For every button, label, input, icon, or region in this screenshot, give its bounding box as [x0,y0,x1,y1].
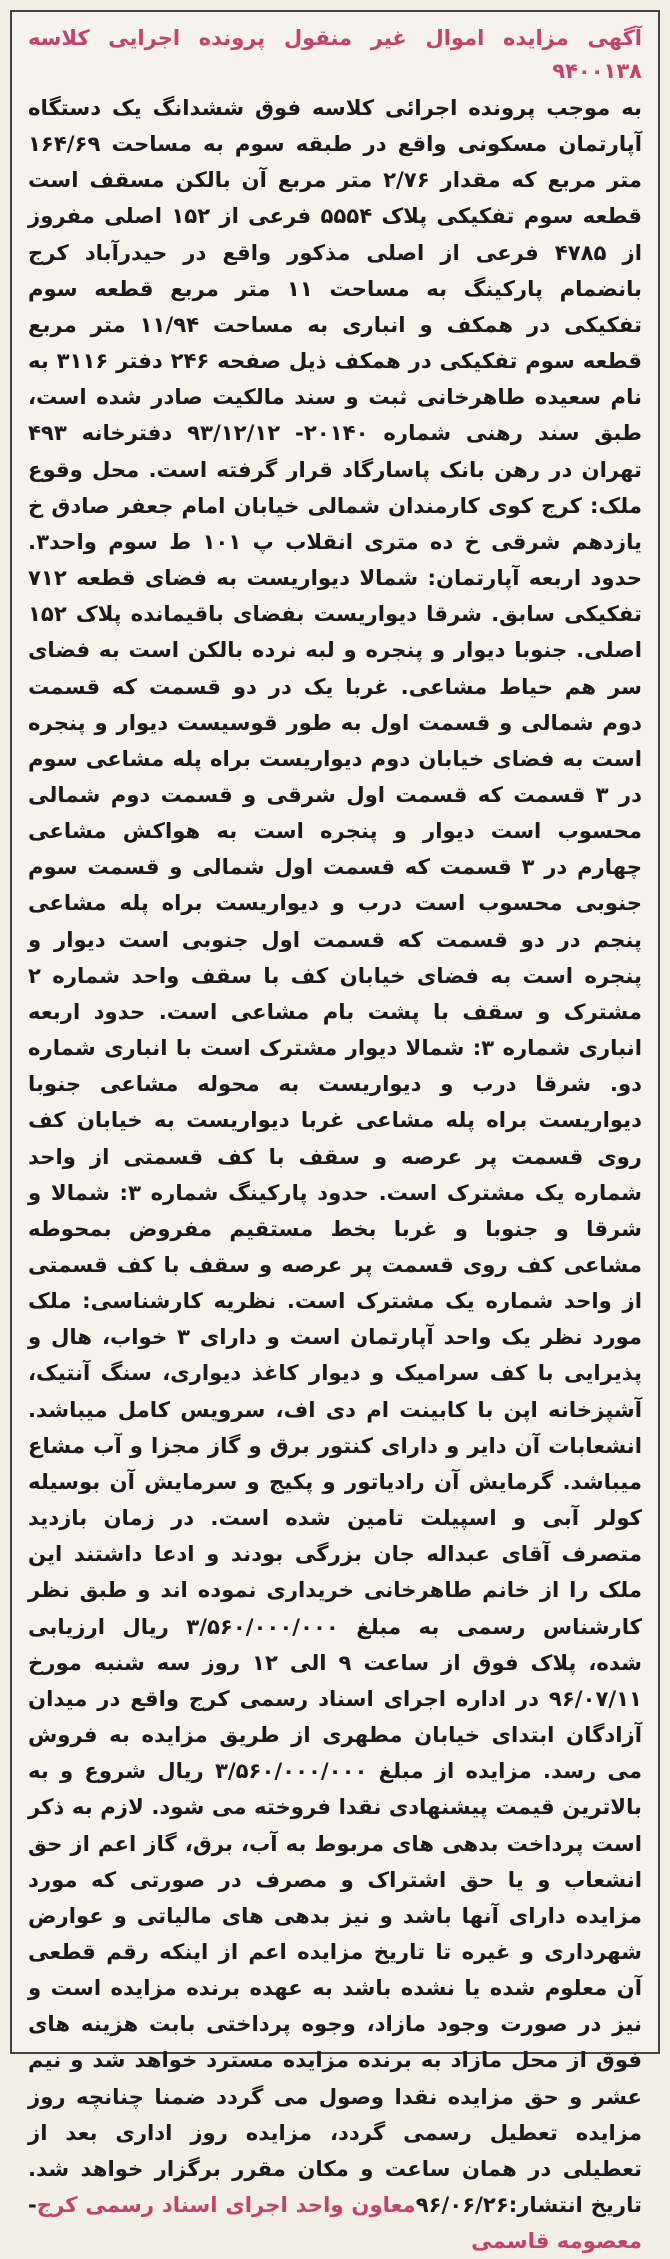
notice-heading [28,22,642,88]
signature-name: معصومه قاسمی [471,2228,642,2254]
notice-title: آگهی مزایده اموال غیر منقول پرونده اجرایی کلاسه [28,26,642,50]
notice-body [28,90,642,2259]
publish-date-label: تاریخ انتشار: [508,2192,643,2218]
notice-body-text: به موجب پرونده اجرائی کلاسه فوق ششدانگ یک دستگاه آپارتمان مسکونی واقع در طبقه سوم به مساحت ۱۶۴/۶۹ متر مربع که مقدار ۲/۷۶ متر مربع آن بالکن مسقف است قطعه سوم تفکیکی پلاک ۵۵۵۴ فرعی از ۱۵۲ اصلی مفروز از ۴۷۸۵ فرعی از اصلی مذکور واقع در حیدرآباد کرج بانضمام پارکینگ به مساحت ۱۱ متر مربع قطعه سوم تفکیکی در همکف و انباری به مساحت ۱۱/۹۴ متر مربع قطعه سوم تفکیکی در همکف ذیل صفحه ۲۴۶ دفتر ۳۱۱۶ به نام سعیده طاهرخانی ثبت و سند مالکیت صادر شده است، طبق سند رهنی شماره ۲۰۱۴۰- ۹۳/۱۲/۱۲ دفترخانه ۴۹۳ تهران در رهن بانک پاسارگاد قرار گرفته است. محل وقوع ملک: کرج کوی کارمندان شمالی خیابان امام جعفر صادق خ یازدهم شرقی خ ده متری انقلاب پ ۱۰۱ ط سوم واحد۳. حدود اربعه آپارتمان: شمالا دیواریست به فضای قطعه ۷۱۲ تفکیکی سابق. شرقا دیواریست بفضای باقیمانده پلاک ۱۵۲ اصلی. جنوبا دیوار و پنجره و لبه نرده بالکن است به فضای سر هم حیاط مشاعی. غربا یک در دو قسمت که قسمت دوم شمالی و قسمت اول به طور قوسیست دیوار و پنجره است به فضای خیابان دوم دیواریست براه پله مشاعی سوم در ۳ قسمت که قسمت اول شرقی و قسمت دوم شمالی محسوب است دیوار و پنجره است به هواکش مشاعی چهارم در ۳ قسمت که قسمت اول شمالی و قسمت سوم جنوبی محسوب است درب و دیواریست براه پله مشاعی پنجم در دو قسمت که قسمت اول جنوبی است دیوار و پنجره است به فضای خیابان کف با سقف واحد شماره ۲ مشترک و سقف با پشت بام مشاعی است. حدود اربعه انباری شماره ۳: شمالا دیوار مشترک است با انباری شماره دو. شرقا درب و دیواریست به محوله مشاعی جنوبا دیواریست براه پله مشاعی غربا دیواریست به خیابان کف روی قسمت پر عرصه و سقف با کف قسمتی از واحد شماره یک مشترک است. حدود پارکینگ شماره ۳: شمالا و شرقا و جنوبا و غربا بخط مستقیم مفروض بمحوطه مشاعی کف روی قسمت پر عرصه و سقف با کف قسمتی از واحد شماره یک مشترک است. نظریه کارشناسی: ملک مورد نظر یک واحد آپارتمان است و دارای ۳ خواب، هال و پذیرایی با کف سرامیک و دیوار کاغذ دیواری، سنگ آنتیک، آشپزخانه اپن با کابینت ام دی اف، سرویس کامل میباشد. انشعابات آن دایر و دارای کنتور برق و گاز مجزا و آب مشاع میباشد. گرمایش آن رادیاتور و پکیج و سرمایش آن بوسیله کولر آبی و اسپیلت تامین شده است. در زمان بازدید متصرف آقای عبداله جان بزرگی بودند و ادعا داشتند این ملک را از خانم طاهرخانی خریداری نموده اند و طبق نظر کارشناس رسمی به مبلغ ۳/۵۶۰/۰۰۰/۰۰۰ ریال ارزیابی شده، پلاک فوق از ساعت ۹ الی ۱۲ روز سه شنبه مورخ ۹۶/۰۷/۱۱ در اداره اجرای اسناد رسمی کرج واقع در میدان آزادگان ابتدای خیابان مطهری از طریق مزایده به فروش می رسد. مزایده از مبلغ ۳/۵۶۰/۰۰۰/۰۰۰ ریال شروع و به بالاترین قیمت پیشنهادی نقدا فروخته می شود. لازم به ذکر است پرداخت بدهی های مربوط به آب، برق، گاز اعم از حق انشعاب و یا حق اشتراک و مصرف در صورتی که مورد مزایده دارای آنها باشد و نیز بدهی های مالیاتی و عوارض شهرداری و غیره تا تاریخ مزایده اعم از اینکه رقم قطعی آن معلوم شده یا نشده باشد به عهده برنده مزایده است و نیز در صورت وجود مازاد، وجوه پرداختی بابت هزینه های فوق از محل مازاد به برنده مزایده مسترد خواهد شد و نیم عشر و حق مزایده نقدا وصول می گردد ضمنا چنانچه روز مزایده تعطیل رسمی گردد، مزایده روز اداری بعد از تعطیلی در همان ساعت و مکان مقرر برگزار خواهد شد. [28,95,643,2181]
notice-clipping [10,10,660,2254]
signature-separator: - [28,2192,37,2218]
case-number: ۹۴۰۰۱۳۸ [552,59,642,83]
signature-title: معاون واحد اجرای اسناد رسمی کرج [36,2192,416,2218]
publish-date: ۹۶/۰۶/۲۶ [415,2192,509,2218]
